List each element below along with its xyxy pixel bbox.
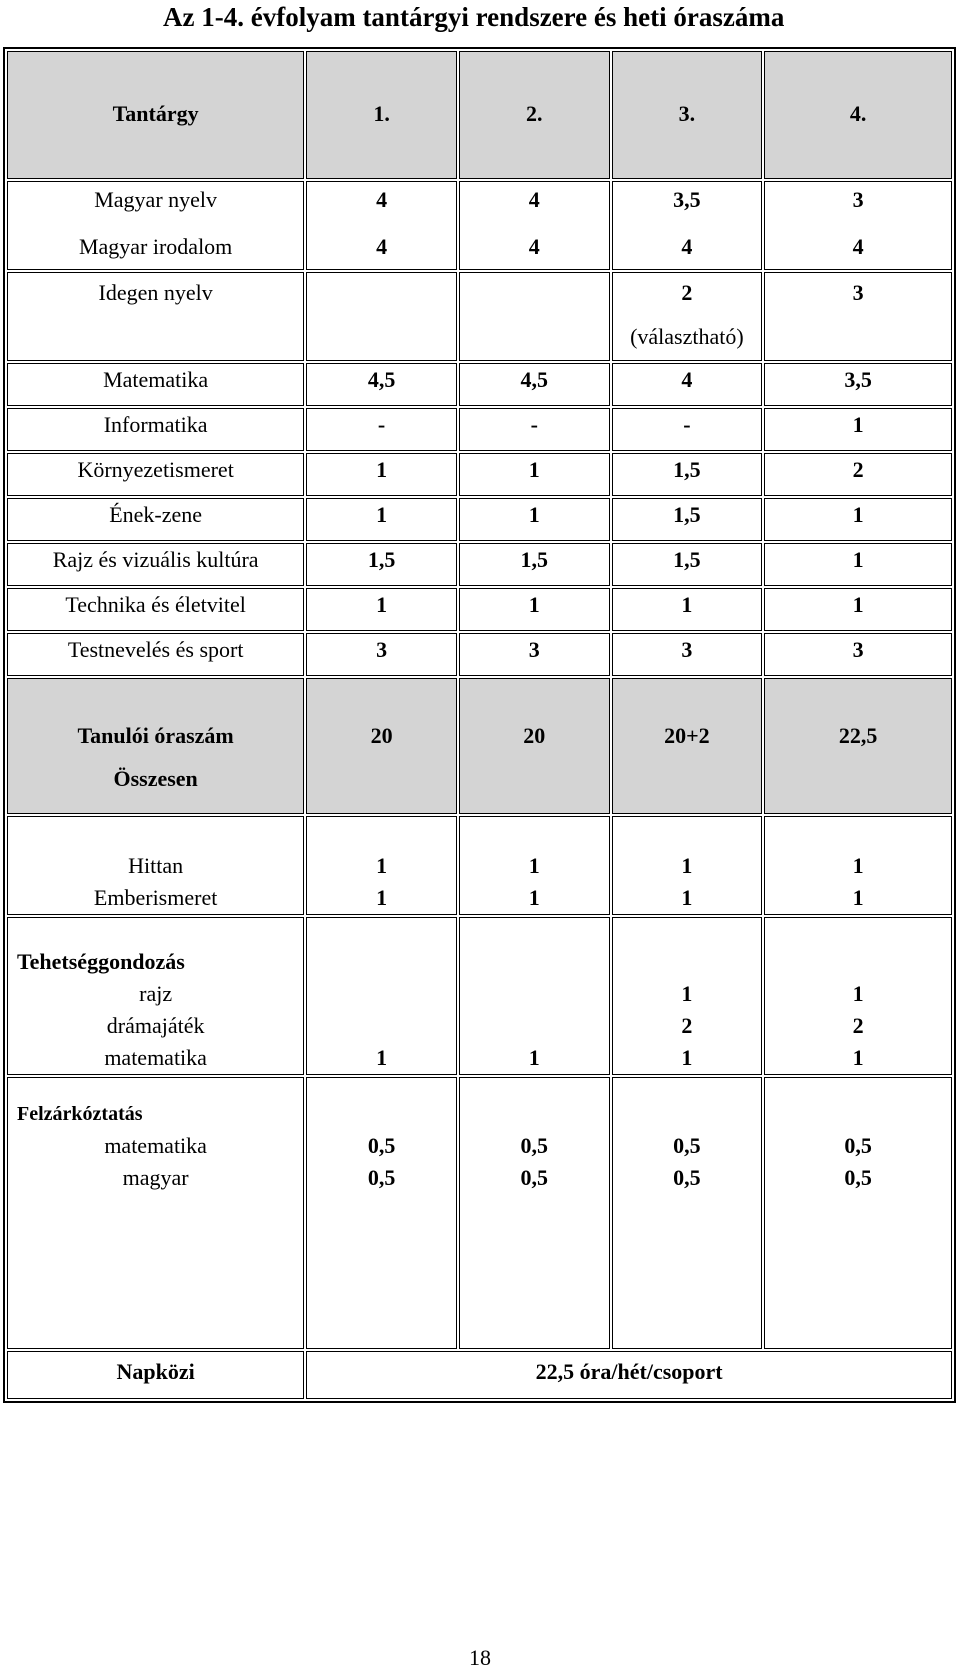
value-cell (612, 181, 763, 270)
subject-cell (7, 181, 304, 270)
value-cell (459, 1077, 610, 1349)
tehetseg-subject-cell (7, 917, 304, 1075)
total-value: 20 (306, 678, 457, 814)
value: 4 (528, 187, 540, 212)
subject-rajz-extra: rajz (139, 981, 173, 1006)
value: 1 (764, 498, 952, 541)
row-total (7, 678, 952, 814)
value: 1 (306, 917, 457, 1075)
header-subject: Tantárgy (7, 51, 304, 179)
subject-matematika-felzarkoztatas: matematika (104, 1133, 207, 1158)
napkozi-label: Napközi (7, 1351, 304, 1399)
subject-emberismeret: Emberismeret (93, 885, 218, 910)
value: 1 (681, 853, 693, 878)
header-grade-4: 4. (764, 51, 952, 179)
subject-magyar-nyelv: Magyar nyelv (94, 187, 218, 212)
value: 1 (852, 1045, 864, 1070)
value: 0,5 (367, 1165, 396, 1190)
value: 3 (852, 187, 864, 212)
value: - (306, 408, 457, 451)
total-value: 22,5 (764, 678, 952, 814)
total-value: 20+2 (612, 678, 763, 814)
total-label-cell (7, 678, 304, 814)
value: 0,5 (673, 1165, 701, 1190)
value: 4 (852, 234, 864, 260)
subject-rajz: Rajz és vizuális kultúra (7, 543, 304, 586)
value: 1 (306, 588, 457, 631)
value: 1 (376, 885, 388, 910)
value-cell (459, 181, 610, 270)
value: 1 (459, 917, 610, 1075)
value: 4 (376, 234, 388, 260)
value: - (612, 408, 763, 451)
subject-testneveles: Testnevelés és sport (7, 633, 304, 676)
value: 1 (376, 853, 388, 878)
subject-matematika: Matematika (7, 363, 304, 406)
value: 3 (306, 633, 457, 676)
tehetseg-heading: Tehetséggondozás (17, 949, 185, 974)
value-cell (459, 272, 610, 361)
value-cell (612, 816, 763, 915)
value-cell (764, 181, 952, 270)
header-grade-2: 2. (459, 51, 610, 179)
row-hittan (7, 816, 952, 915)
value-cell (306, 1077, 457, 1349)
value: 3 (459, 633, 610, 676)
value: 2 (764, 453, 952, 496)
value: 1 (681, 981, 693, 1006)
value: 4,5 (459, 363, 610, 406)
value: 1 (681, 885, 693, 910)
value-cell (764, 917, 952, 1075)
value: 1,5 (612, 453, 763, 496)
header-grade-3: 3. (612, 51, 763, 179)
value: 0,5 (520, 1133, 548, 1158)
value: 0,5 (844, 1165, 872, 1190)
value: 1 (681, 1045, 693, 1070)
value-cell (459, 816, 610, 915)
value: 1 (459, 498, 610, 541)
value: 3,5 (673, 187, 701, 212)
value: 1 (528, 853, 540, 878)
row-magyar (7, 181, 952, 270)
value: 1,5 (306, 543, 457, 586)
value: 2 (681, 280, 693, 305)
total-sublabel: Összesen (113, 766, 198, 792)
value: 0,5 (673, 1133, 701, 1158)
value: 3 (764, 633, 952, 676)
value: 4 (681, 234, 693, 260)
napkozi-value: 22,5 óra/hét/csoport (306, 1351, 952, 1399)
value-cell (764, 1077, 952, 1349)
felzarkoztatas-heading: Felzárkóztatás (17, 1103, 143, 1125)
value: 3 (764, 272, 952, 361)
value: 1 (306, 498, 457, 541)
subject-informatika: Informatika (7, 408, 304, 451)
subject-enek-zene: Ének-zene (7, 498, 304, 541)
subject-magyar-felzarkoztatas: magyar (122, 1165, 189, 1190)
value: 4,5 (306, 363, 457, 406)
page-title: Az 1-4. évfolyam tantárgyi rendszere és heti óraszáma (163, 2, 785, 32)
total-value: 20 (459, 678, 610, 814)
row-felzarkoztatas (7, 1077, 952, 1349)
value: 1 (852, 853, 864, 878)
value: 0,5 (844, 1133, 872, 1158)
row-enek-zene (7, 498, 952, 541)
value: 1 (459, 588, 610, 631)
subject-hittan: Hittan (128, 853, 184, 878)
row-matematika (7, 363, 952, 406)
value: 1 (459, 453, 610, 496)
page-number: 18 (469, 1645, 491, 1670)
row-napkozi (7, 1351, 952, 1399)
subject-kornyezetismeret: Környezetismeret (7, 453, 304, 496)
row-testneveles (7, 633, 952, 676)
value-cell (306, 272, 457, 361)
subject-dramajatek: drámajáték (106, 1013, 205, 1038)
value: 1 (764, 408, 952, 451)
row-technika (7, 588, 952, 631)
value: 1 (852, 981, 864, 1006)
value-cell (612, 1077, 763, 1349)
value: 1,5 (612, 498, 763, 541)
felzarkoztatas-subject-cell (7, 1077, 304, 1349)
value: 2 (681, 1013, 693, 1038)
row-tehetseggondozas (7, 917, 952, 1075)
optional-note: (választható) (630, 324, 744, 350)
value: 3 (612, 633, 763, 676)
subject-matematika-extra: matematika (104, 1045, 207, 1070)
row-rajz (7, 543, 952, 586)
subject-magyar-irodalom: Magyar irodalom (78, 234, 233, 260)
value-cell (612, 917, 763, 1075)
row-kornyezetismeret (7, 453, 952, 496)
subject-hours-table (3, 47, 956, 1403)
value: 4 (612, 363, 763, 406)
value-cell (306, 816, 457, 915)
value: 1 (612, 588, 763, 631)
value: 4 (528, 234, 540, 260)
value: 1 (764, 543, 952, 586)
value: 1 (306, 453, 457, 496)
value: 3,5 (764, 363, 952, 406)
subject-technika: Technika és életvitel (7, 588, 304, 631)
value: 0,5 (367, 1133, 396, 1158)
total-label: Tanulói óraszám (77, 723, 234, 748)
header-row (7, 51, 952, 179)
value-cell (764, 816, 952, 915)
value: 2 (852, 1013, 864, 1038)
value: 1,5 (459, 543, 610, 586)
value: 4 (376, 187, 388, 212)
value: 1,5 (612, 543, 763, 586)
value: - (459, 408, 610, 451)
row-idegen-nyelv (7, 272, 952, 361)
value-cell (612, 272, 763, 361)
hittan-subject-cell (7, 816, 304, 915)
value: 1 (852, 885, 864, 910)
value: 0,5 (520, 1165, 548, 1190)
value: 1 (528, 885, 540, 910)
row-informatika (7, 408, 952, 451)
subject-idegen-nyelv: Idegen nyelv (7, 272, 304, 361)
value-cell (306, 181, 457, 270)
header-grade-1: 1. (306, 51, 457, 179)
value: 1 (764, 588, 952, 631)
